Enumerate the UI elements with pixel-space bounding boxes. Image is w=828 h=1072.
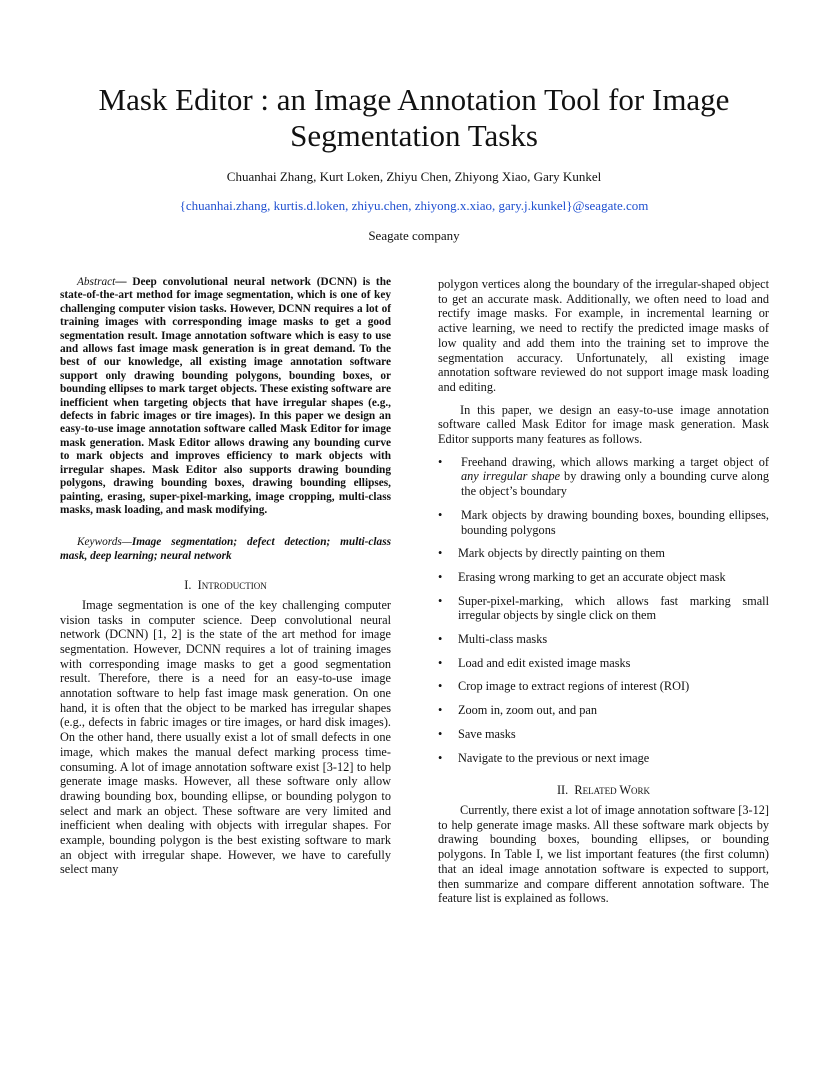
bullet-icon: •: [438, 679, 443, 694]
list-item-text: Super-pixel-marking, which allows fast marking small irregular objects by single click on them: [458, 593, 769, 623]
list-item-text: Erasing wrong marking to get an accurate object mask: [458, 569, 726, 584]
list-item: [438, 656, 769, 671]
bullet-icon: •: [438, 703, 443, 718]
keywords-label: Keywords—: [77, 536, 132, 549]
feature-list: [438, 455, 769, 766]
section-heading-related-work: [438, 783, 769, 798]
section-title: Related Work: [574, 783, 651, 798]
list-item: [438, 679, 769, 694]
list-item-emphasis: any irregular shape: [461, 469, 561, 484]
abstract-label: Abstract: [77, 276, 116, 288]
list-item-text: Crop image to extract regions of interest (ROI): [458, 679, 690, 694]
bullet-icon: •: [438, 454, 443, 469]
list-item: [438, 570, 769, 585]
section-number: II.: [556, 783, 569, 798]
list-item: [438, 751, 769, 766]
list-item: [438, 546, 769, 561]
list-item-text: Multi-class masks: [458, 632, 548, 647]
list-item: [438, 703, 769, 718]
section-number: I.: [184, 578, 192, 593]
list-item-text: Mark objects by directly painting on them: [458, 546, 665, 561]
bullet-icon: •: [438, 726, 443, 741]
bullet-icon: •: [438, 569, 443, 584]
list-item-text: Zoom in, zoom out, and pan: [458, 703, 598, 718]
bullet-icon: •: [438, 546, 443, 561]
section-heading-introduction: [60, 578, 391, 593]
list-item: [438, 594, 769, 623]
abstract: [60, 276, 391, 517]
list-item: [438, 727, 769, 742]
bullet-icon: •: [438, 632, 443, 647]
list-item: [438, 508, 769, 537]
list-item-text: Load and edit existed image masks: [458, 655, 631, 670]
bullet-icon: •: [438, 750, 443, 765]
list-item-text: Navigate to the previous or next image: [458, 750, 650, 765]
list-item: [438, 455, 769, 499]
section-title: Introduction: [197, 578, 267, 593]
list-item-text: Save masks: [458, 726, 516, 741]
related-work-paragraph: Currently, there exist a lot of image annotation software [3-12] to help generate image masks. All these software mark objects by drawing bounding boxes, bounding ellipses, or bounding polygons. In Table I, we list important features (the first column) that an ideal image annotation software is expected to support, then summarize and compare different annotation software. The feature list is explained as follows.: [438, 802, 769, 906]
affiliation: Seagate company: [368, 228, 460, 243]
design-paragraph: In this paper, we design an easy-to-use image annotation software called Mask Editor for image mask generation. Mask Editor supports many features as follows.: [438, 402, 769, 447]
paper-title: Mask Editor : an Image Annotation Tool for Image Segmentation Tasks: [98, 82, 730, 153]
abstract-text: Deep convolutional neural network (DCNN) is the state-of-the-art method for image segmentation, which is one of key challenging computer vision tasks. However, DCNN requires a lot of training images with corresponding image masks to get a good segmentation result. Image annotation software which is easy to use and allows fast image mask generation is in great demand. To the best of our knowledge, all existing image annotation software support only drawing bounding polygons, bounding boxes, or bounding ellipses to mark target objects. These existing software are inefficient when targeting objects that have irregular shapes (e.g., defects in fabric images or tire images). In this paper we design an easy-to-use image annotation software called Mask Editor for image mask generation. Mask Editor allows drawing any bounding curve to mark objects and improves efficiency to mark objects with irregular shapes. Mask Editor also supports drawing bounding polygons, drawing bounding boxes, drawing bounding ellipses, painting, erasing, super-pixel-marking, image cropping, multi-class masks, mask loading, and mask modifying.: [60, 276, 391, 516]
list-item-text: Freehand drawing, which allows marking a target object of: [461, 454, 769, 469]
author-emails[interactable]: {chuanhai.zhang, kurtis.d.loken, zhiyu.chen, zhiyong.x.xiao, gary.j.kunkel}@seagate.com: [179, 198, 649, 213]
left-column: [60, 276, 391, 877]
list-item-text: by drawing only a bounding curve along the object’s boundary: [461, 469, 769, 499]
bullet-icon: •: [438, 655, 443, 670]
abstract-dash: —: [115, 276, 133, 288]
continued-paragraph: polygon vertices along the boundary of the irregular-shaped object to get an accurate mask. Additionally, we often need to load and rectify image masks. For example, in incremental learning or active learning, we need to rectify the predicted image masks of low quality and add them into the training set to improve the segmentation accuracy. Unfortunately, all existing image annotation software reviewed do not support image mask loading and editing.: [438, 277, 769, 394]
keywords-text: Image segmentation; defect detection; multi-class mask, deep learning; neural network: [60, 536, 391, 562]
intro-paragraph: Image segmentation is one of the key challenging computer vision tasks in computer science. Deep convolutional neural network (DCNN) [1, 2] is the state of the art method for image segmentation. However, DCNN requires a lot of training images with corresponding image masks to get a good segmentation result. Therefore, there is a need for an easy-to-use image annotation software to help fast image mask generation. On one hand, it is often that the object to be marked has irregular shapes (e.g., defects in fabric images or tire images, or hard disk images). On the other hand, there usually exist a lot of small defects in one image, which makes the manual defect marking process time-consuming. A lot of image annotation software exist [3-12] to help generate image masks. However, all these software only allow drawing bounding box, bounding ellipse, or bounding polygon to select and mark an object. These software are very limited and inefficient when dealing with objects with irregular shapes. For example, bounding polygon is the best existing software to mark an object with irregular shape. However, we have to carefully select many: [60, 597, 391, 877]
keywords: [60, 536, 391, 563]
author-list: Chuanhai Zhang, Kurt Loken, Zhiyu Chen, Zhiyong Xiao, Gary Kunkel: [226, 169, 602, 184]
list-item-text: Mark objects by drawing bounding boxes, bounding ellipses, bounding polygons: [461, 507, 769, 537]
list-item: [438, 632, 769, 647]
right-column: [438, 277, 769, 906]
bullet-icon: •: [438, 507, 443, 522]
bullet-icon: •: [438, 593, 443, 608]
